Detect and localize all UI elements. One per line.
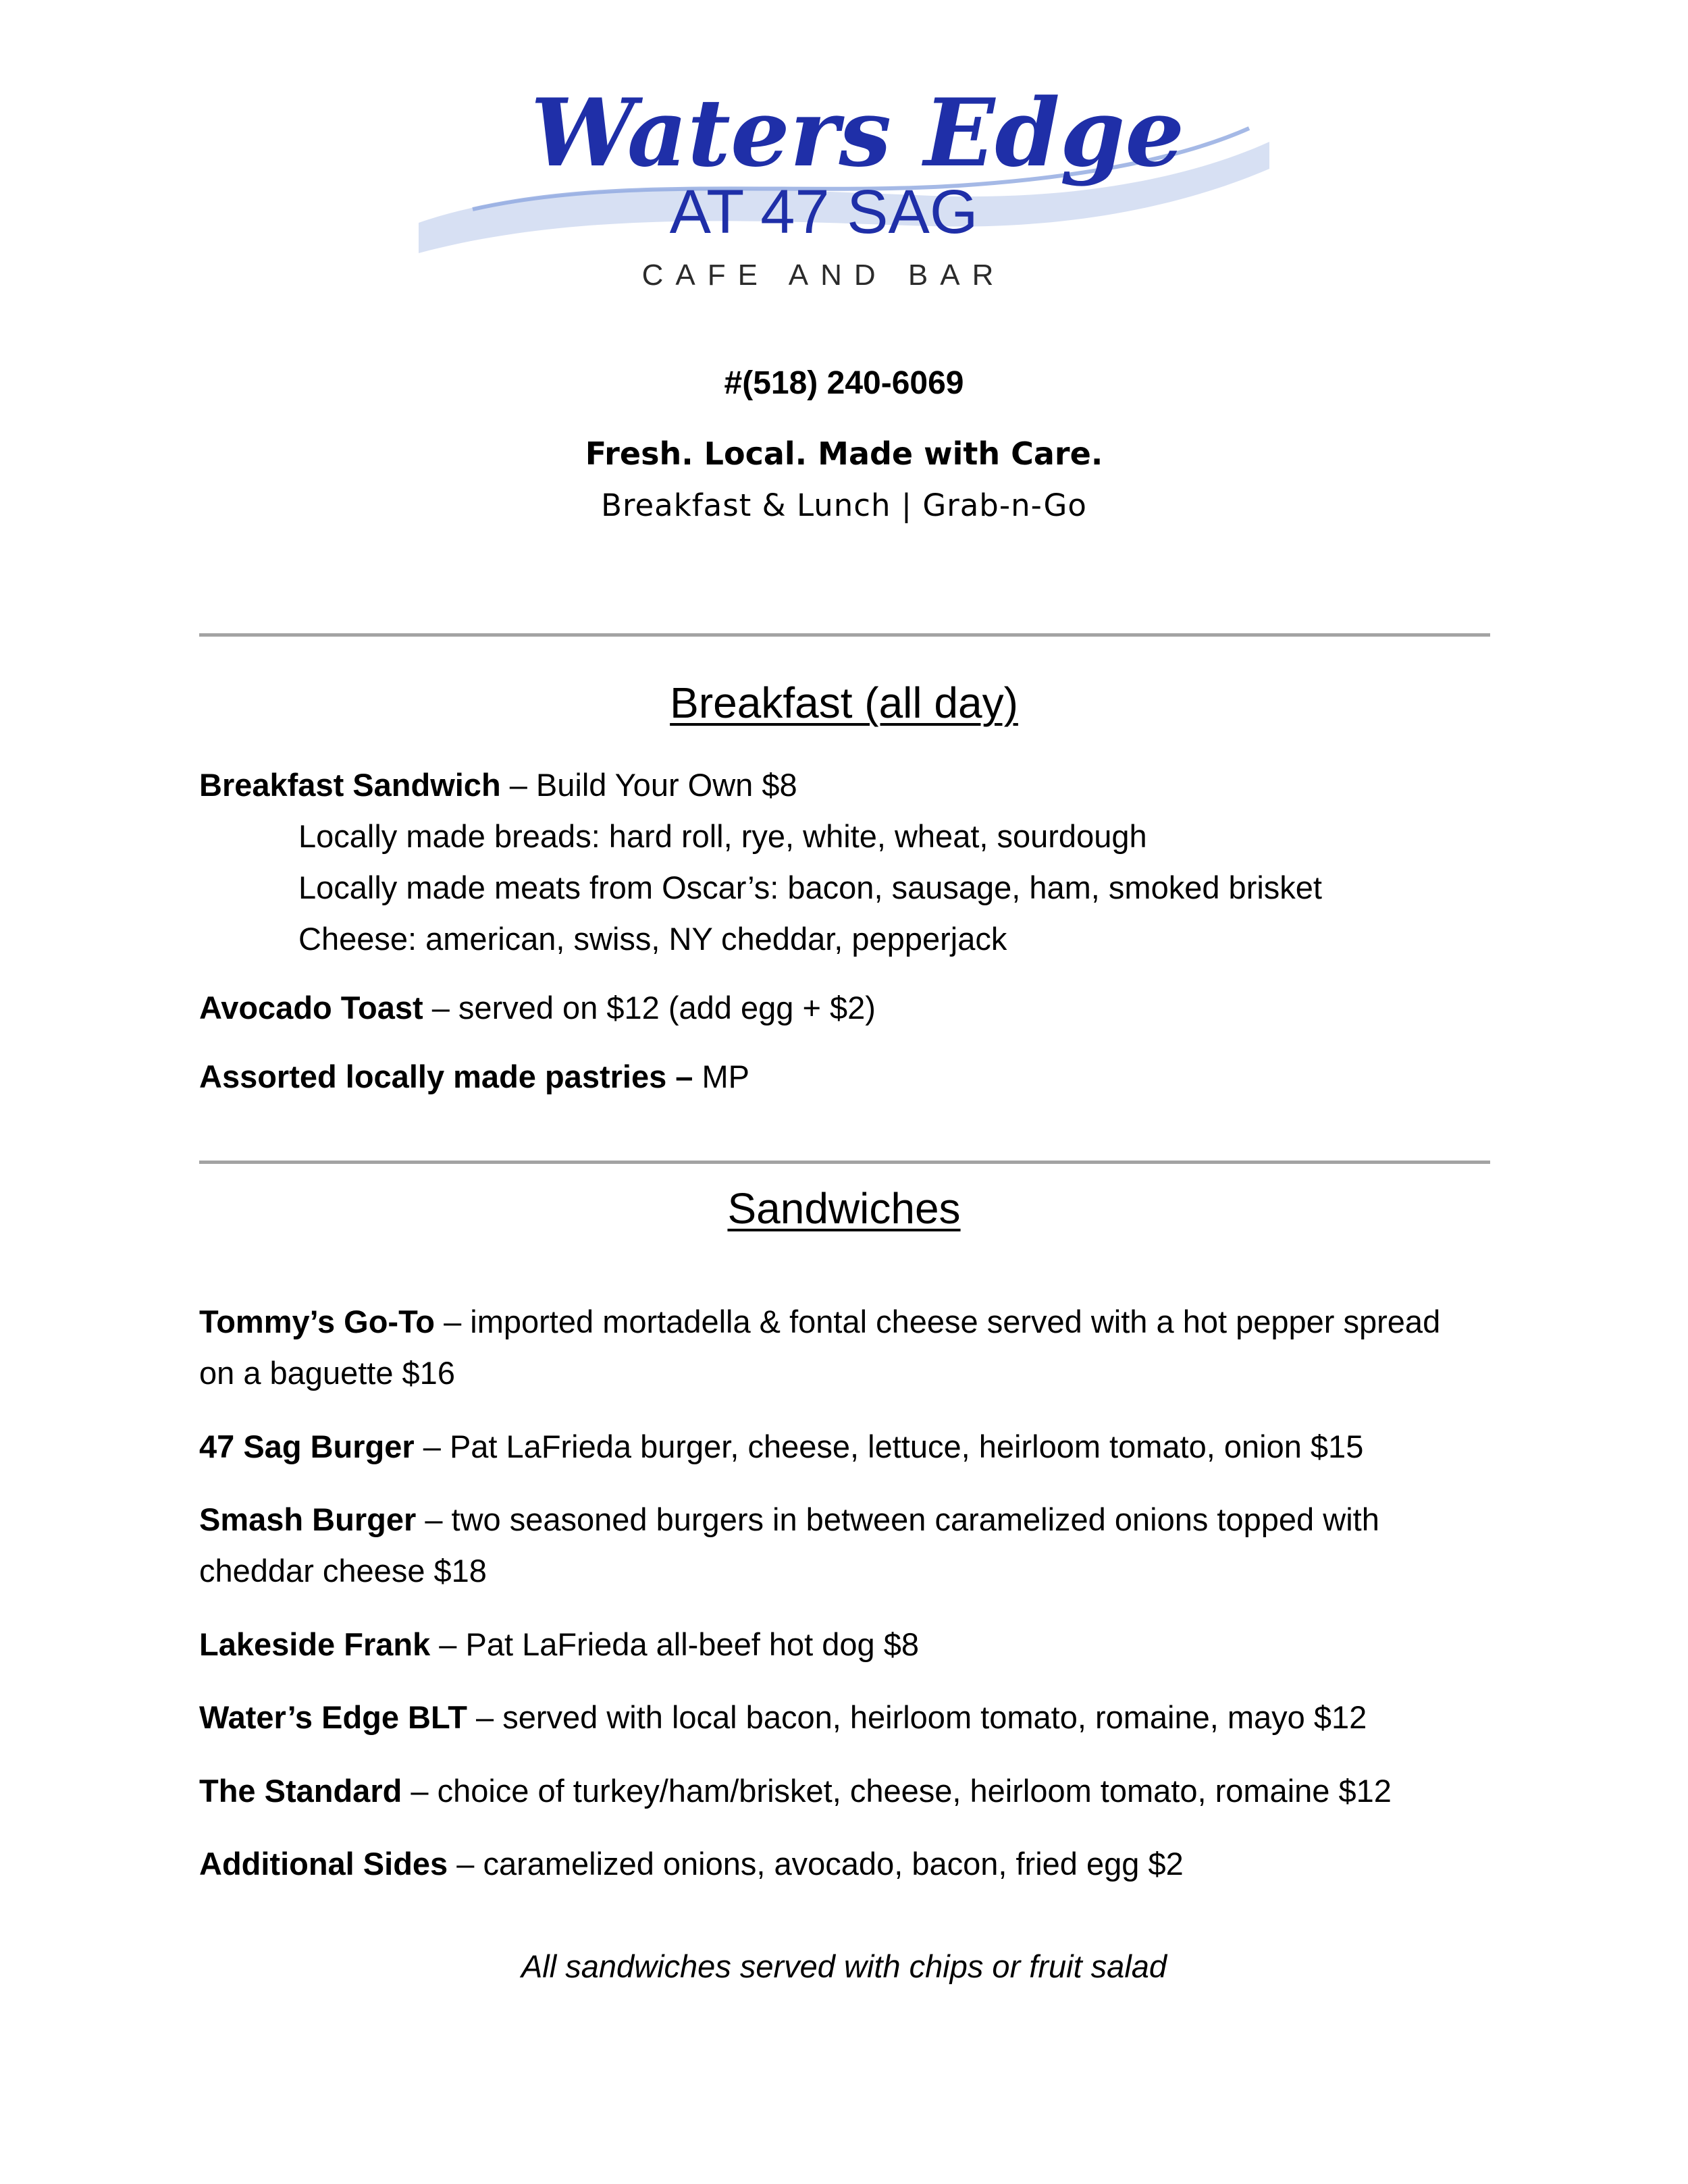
- menu-item-47-sag-burger: [199, 1428, 1363, 1465]
- logo: [419, 95, 1269, 297]
- item-desc: – Pat LaFrieda all-beef hot dog $8: [430, 1626, 919, 1662]
- item-desc: – choice of turkey/ham/brisket, cheese, heirloom tomato, romaine $12: [402, 1773, 1392, 1809]
- logo-location-text: AT 47 SAG: [669, 178, 978, 246]
- option-breads: Locally made breads: hard roll, rye, white, wheat, sourdough: [298, 818, 1147, 854]
- breakfast-heading: Breakfast (all day): [670, 678, 1018, 727]
- option-cheese: Cheese: american, swiss, NY cheddar, pepperjack: [298, 921, 1007, 957]
- item-desc: – two seasoned burgers in between caramelized onions topped with: [416, 1501, 1379, 1537]
- menu-item-additional-sides: [199, 1845, 1184, 1882]
- sandwich-note: All sandwiches served with chips or fruit salad: [521, 1948, 1167, 1984]
- menu-item-waters-edge-blt: [199, 1699, 1367, 1736]
- item-desc: – served on $12 (add egg + $2): [423, 990, 876, 1026]
- sub-tagline: Breakfast & Lunch | Grab-n-Go: [601, 487, 1087, 523]
- item-name: Assorted locally made pastries –: [199, 1059, 693, 1094]
- item-desc: – served with local bacon, heirloom tomato, romaine, mayo $12: [467, 1699, 1367, 1735]
- menu-item-the-standard: [199, 1772, 1392, 1809]
- item-name: Avocado Toast: [199, 990, 423, 1026]
- logo-script-text: Waters Edge: [530, 95, 1185, 188]
- item-name: Tommy’s Go-To: [199, 1304, 436, 1339]
- item-desc: – Pat LaFrieda burger, cheese, lettuce, heirloom tomato, onion $15: [414, 1429, 1364, 1464]
- item-name: Lakeside Frank: [199, 1626, 431, 1662]
- item-desc: MP: [693, 1059, 749, 1094]
- option-meats: Locally made meats from Oscar’s: bacon, sausage, ham, smoked brisket: [298, 870, 1322, 905]
- item-name: Breakfast Sandwich: [199, 767, 501, 803]
- menu-item-tommys-go-to: [199, 1303, 1440, 1340]
- item-desc-continued: cheddar cheese $18: [199, 1553, 487, 1589]
- logo-tagline-text: CAFE AND BAR: [641, 259, 1006, 292]
- menu-item-lakeside-frank: [199, 1626, 919, 1663]
- phone-number: #(518) 240-6069: [724, 365, 964, 401]
- item-desc-continued: on a baguette $16: [199, 1355, 455, 1391]
- item-name: Additional Sides: [199, 1846, 448, 1882]
- item-desc: – caramelized onions, avocado, bacon, fried egg $2: [448, 1846, 1184, 1882]
- menu-item-avocado-toast: [199, 989, 876, 1026]
- item-desc: – Build Your Own $8: [500, 767, 797, 803]
- divider: [199, 1161, 1490, 1164]
- item-name: Smash Burger: [199, 1501, 417, 1537]
- item-name: 47 Sag Burger: [199, 1429, 415, 1464]
- menu-item-smash-burger: [199, 1501, 1379, 1538]
- item-desc: – imported mortadella & fontal cheese served with a hot pepper spread: [435, 1304, 1441, 1339]
- divider: [199, 633, 1490, 637]
- item-name: Water’s Edge BLT: [199, 1699, 467, 1735]
- sandwiches-heading: Sandwiches: [727, 1184, 961, 1233]
- tagline: Fresh. Local. Made with Care.: [585, 435, 1103, 472]
- menu-item-pastries: [199, 1058, 749, 1095]
- item-name: The Standard: [199, 1773, 402, 1809]
- menu-item-breakfast-sandwich: [199, 766, 797, 803]
